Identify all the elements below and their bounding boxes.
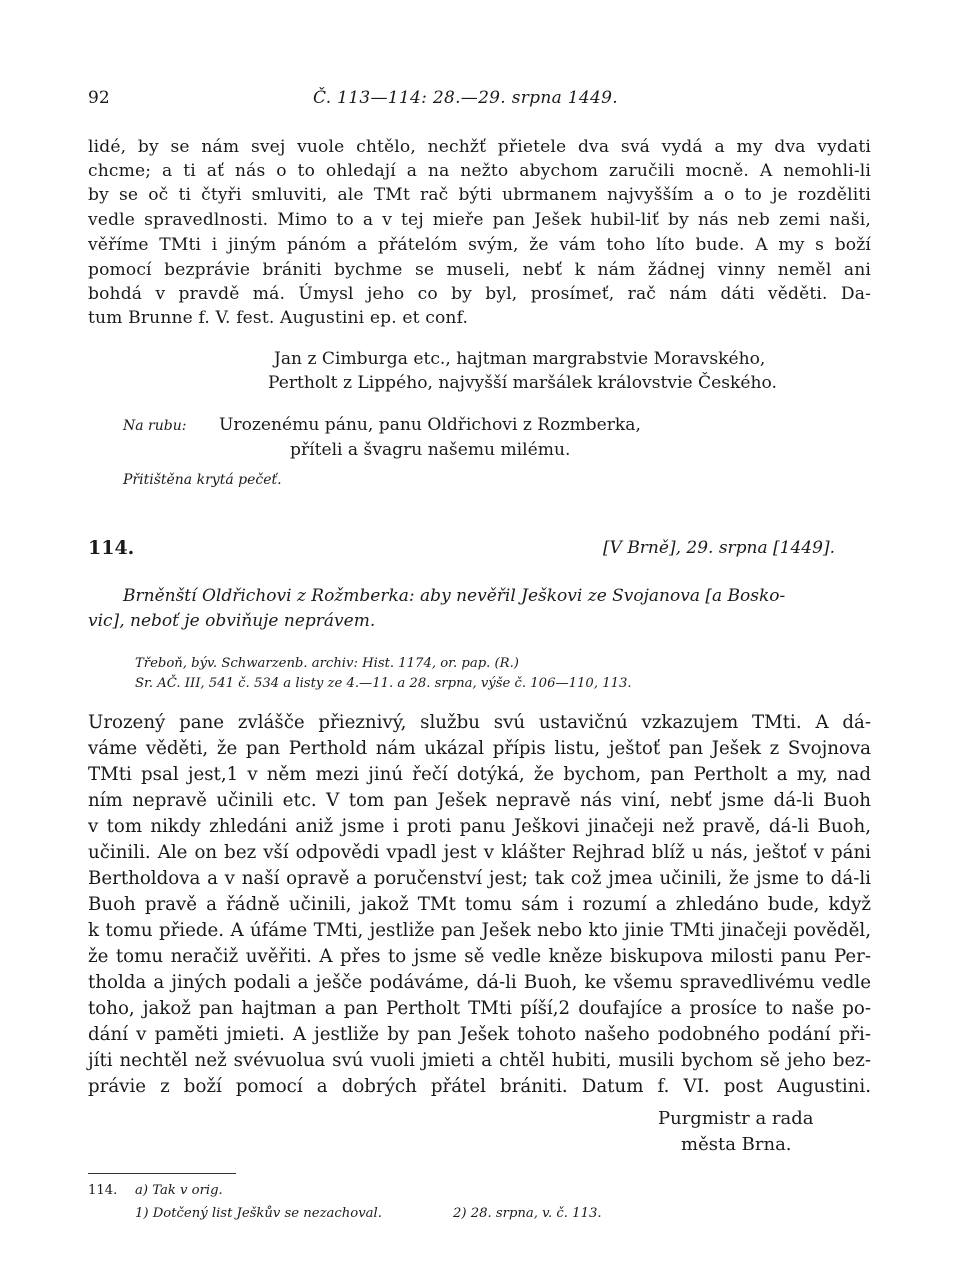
text-line: toho, jakož pan hajtman a pan Pertholt TMti píší,2 doufajíce a prosíce to naše po- [88, 998, 871, 1019]
address-label: Na rubu: [123, 418, 187, 434]
text-line: že tomu neračiž uvěřiti. A přes to jsme sě vedle kněze biskupova milosti panu Per- [88, 946, 871, 967]
signature-line: města Brna. [681, 1134, 792, 1155]
source-line: Třeboň, býv. Schwarzenb. archiv: Hist. 1174, or. pap. (R.) [135, 656, 519, 671]
address-line: Urozenému pánu, panu Oldřichovi z Rozmberka, [219, 415, 641, 435]
page-number: 92 [88, 88, 110, 108]
text-line: Buoh pravě a řádně učinili, jakož TMt tomu sám i rozumí a zhledáno bude, když [88, 894, 871, 915]
text-line: právie z boží pomocí a dobrých přátel brániti. Datum f. VI. post Augustini. [88, 1076, 871, 1097]
text-line: lidé, by se nám svej vuole chtělo, nechžť přietele dva svá vydá a my dva vydati [88, 137, 871, 157]
text-line: vedle spravedlnosti. Mimo to a v tej mieře pan Ješek hubil-liť by nás neb zemi naši, [88, 210, 871, 230]
text-line: by se oč ti čtyři smluviti, ale TMt rač býti ubrmanem najvyšším a o to je rozděliti [88, 185, 871, 205]
text-line: věříme TMti i jiným pánóm a přátelóm svým, že vám toho líto bude. A my s boží [88, 235, 871, 255]
footnote-2: 2) 28. srpna, v. č. 113. [453, 1206, 602, 1221]
document-place-date: [V Brně], 29. srpna [1449]. [603, 538, 835, 558]
footnote-1: 1) Dotčený list Ješkův se nezachoval. [135, 1206, 382, 1221]
document-number: 114. [88, 537, 135, 559]
document-summary-line: vic], neboť je obviňuje neprávem. [88, 611, 376, 631]
signature-line: Purgmistr a rada [658, 1108, 814, 1129]
document-summary-line: Brněnští Oldřichovi z Rožmberka: aby nevěřil Ješkovi ze Svojanova [a Bosko- [123, 586, 786, 606]
text-line: tholda a jiných podali a ješče podáváme, dá-li Buoh, ke všemu spravedlivému vedle [88, 972, 871, 993]
text-line: v tom nikdy zhledáni aniž jsme i proti panu Ješkovi jinačeji než pravě, dá-li Buoh, [88, 816, 871, 837]
address-line: příteli a švagru našemu milému. [290, 440, 571, 460]
footnote-ref: 114. [88, 1183, 118, 1198]
seal-note: Přitištěna krytá pečeť. [123, 472, 282, 488]
text-line: jíti nechtěl než svévuolua svú vuoli jmieti a chtěl hubiti, musili bychom sě jeho bez- [88, 1050, 871, 1071]
text-line: váme věděti, že pan Perthold nám ukázal přípis listu, ještoť pan Ješek z Svojnova [88, 738, 871, 759]
text-line: chcme; a ti ať nás o to ohledají a na nežto abychom zaručili mocně. A nemohli-li [88, 161, 871, 181]
text-line: Bertholdova a v naší opravě a poručenství jest; tak což jmea učinili, že jsme to dá-li [88, 868, 871, 889]
text-line: bohdá v pravdě má. Úmysl jeho co by byl, prosímeť, rač nám dáti věděti. Da- [88, 284, 871, 304]
running-title: Č. 113—114: 28.—29. srpna 1449. [313, 88, 618, 108]
text-line: tum Brunne f. V. fest. Augustini ep. et conf. [88, 308, 469, 328]
text-line: Urozený pane zvlášče přieznivý, službu svú ustavičnú vzkazujem TMti. A dá- [88, 712, 871, 733]
text-line: dání v paměti jmieti. A jestliže by pan Ješek tohoto našeho podobného podání při- [88, 1024, 871, 1045]
footnote-a: a) Tak v orig. [135, 1183, 223, 1198]
text-line: k tomu přiede. A úfáme TMti, jestliže pan Ješek nebo kto jinie TMti jinačeji pověděl, [88, 920, 871, 941]
source-line: Sr. AČ. III, 541 č. 534 a listy ze 4.—11. a 28. srpna, výše č. 106—110, 113. [135, 676, 632, 691]
text-line: TMti psal jest,1 v něm mezi jinú řečí dotýká, že bychom, pan Pertholt a my, nad [88, 764, 871, 785]
text-line: pomocí bezprávie brániti bychme se museli, nebť k nám žádnej vinny neměl ani [88, 260, 871, 280]
signatory-line: Pertholt z Lippého, najvyšší maršálek královstvie Českého. [268, 373, 777, 393]
text-line: učinili. Ale on bez vší odpovědi vpadl jest v klášter Rejhrad blíž u nás, ještoť v páni [88, 842, 871, 863]
signatory-line: Jan z Cimburga etc., hajtman margrabstvie Moravského, [274, 349, 766, 369]
text-line: ním nepravě učinili etc. V tom pan Ješek nepravě nás viní, nebť jsme dá-li Buoh [88, 790, 871, 811]
footnote-rule [88, 1173, 236, 1174]
